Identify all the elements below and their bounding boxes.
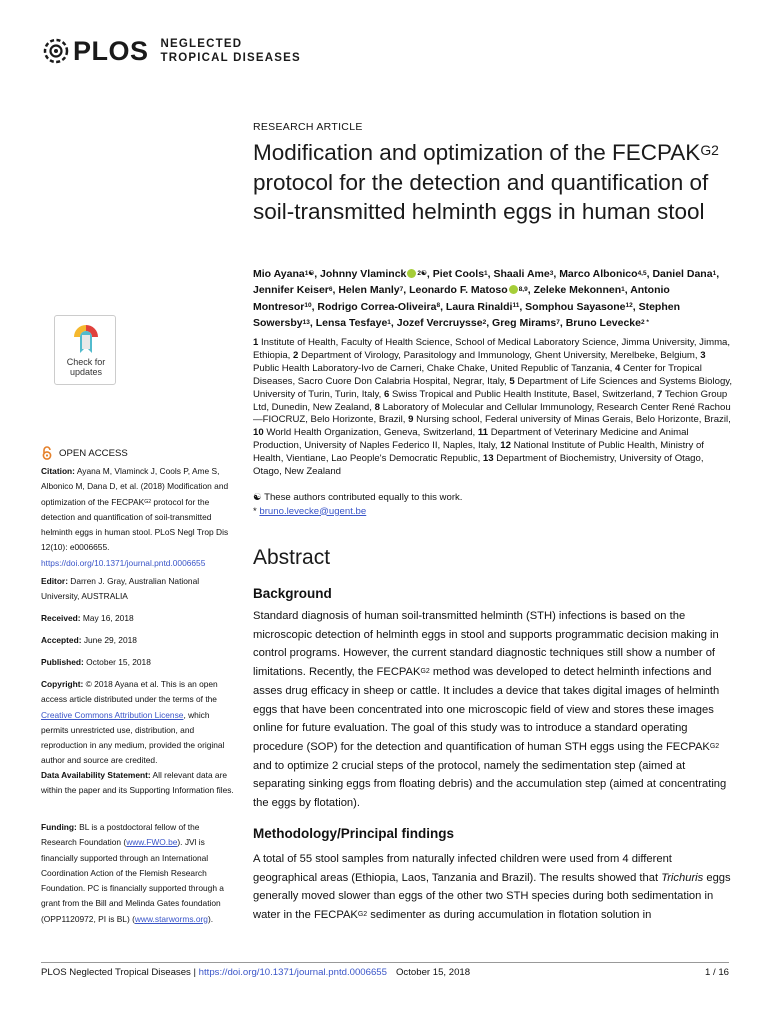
published-label: Published: <box>41 657 84 667</box>
journal-name-line2: TROPICAL DISEASES <box>160 52 301 64</box>
plos-logo-icon <box>41 36 71 66</box>
author <box>566 317 649 329</box>
copyright-text-1: © 2018 Ayana et al. This is an open access article distributed under the terms of the <box>41 679 218 705</box>
methodology-italic: Trichuris <box>661 871 704 884</box>
received-block <box>41 611 237 626</box>
journal-name-line1: NEGLECTED <box>160 38 243 50</box>
affiliation-number: 13 <box>482 453 494 465</box>
affiliation-text: Swiss Tropical and Public Health Institute, Basel, Switzerland, <box>392 388 655 400</box>
abstract-heading: Abstract <box>253 546 331 569</box>
citation-block <box>41 464 237 571</box>
affiliation-text: Department of Veterinary Medicine and Animal Production, University of Naples Federico II, Naples, Italy, <box>253 427 689 452</box>
methodology-text-1: A total of 55 stool samples from naturally infected children were used from 4 different geographical areas (Ethiopia, Laos, Tanzania and Brazil). The results showed that <box>253 853 672 884</box>
affiliation-number: 4 <box>614 362 621 374</box>
affiliation-text: Center for Tropical Diseases, Sacro Cuore Don Calabria Hospital, Negrar, Italy, <box>253 362 702 387</box>
affiliation-text: Laboratory of Molecular and Cellular Immunology, Research Center René Rachou—FIOCRUZ, Belo Horizonte, Brazil, <box>253 401 731 426</box>
methodology-text-3: sedimenter as during accumulation in flotation solution in <box>367 909 652 922</box>
affiliation-number: 9 <box>408 414 414 426</box>
author <box>397 317 492 329</box>
corresponding-author-note <box>253 505 733 519</box>
background-sup-2: G2 <box>709 742 720 750</box>
logo-wordmark: PLOS <box>73 35 149 66</box>
author <box>525 301 638 313</box>
affiliation-list <box>253 337 733 479</box>
author-separator: , <box>309 316 316 329</box>
author-notes <box>253 491 733 518</box>
license-link[interactable]: Creative Commons Attribution License <box>41 709 184 720</box>
author-affiliation-sup: 11 <box>512 302 520 310</box>
author-affiliation-sup: 1 <box>712 269 717 277</box>
footer-info <box>41 967 470 978</box>
author <box>317 301 446 313</box>
orcid-icon[interactable] <box>407 269 416 278</box>
funding-block <box>41 820 237 927</box>
author-separator: , <box>426 268 433 280</box>
page-number: 1 / 16 <box>704 967 729 978</box>
affiliation-text: Nursing school, Federal university of Minas Gerais, Belo Horizonte, Brazil, <box>416 414 731 426</box>
author-name: Bruno Levecke <box>565 316 641 329</box>
copyright-text-2: , which permits unrestricted use, distribution, and reproduction in any medium, provided the original author and source are credited. <box>41 709 225 766</box>
badge-label-line2: updates <box>69 367 103 377</box>
affiliation-number: 11 <box>477 427 489 439</box>
author-separator: , <box>632 300 639 313</box>
affiliation-number: 10 <box>253 427 264 439</box>
author-affiliation-sup: 12 <box>625 302 633 310</box>
funding-text-3: ). <box>207 913 214 924</box>
affiliation-number: 1 <box>253 337 259 348</box>
author-name: Shaali Ame <box>493 268 550 280</box>
author-separator: , <box>314 268 321 280</box>
journal-name <box>161 37 301 65</box>
author <box>320 268 433 280</box>
plos-logo <box>41 35 301 67</box>
article-type: RESEARCH ARTICLE <box>253 121 363 133</box>
author-affiliation-sup: 7 <box>556 318 560 326</box>
author <box>534 284 631 296</box>
author-separator: , <box>487 268 494 280</box>
background-heading: Background <box>253 586 332 601</box>
affiliation-number: 6 <box>383 388 390 400</box>
accepted-date: June 29, 2018 <box>81 635 137 645</box>
author-affiliation-sup: 1 <box>621 286 625 294</box>
author-name: Laura Rinaldi <box>445 300 513 313</box>
author-name: Somphou Sayasone <box>525 300 626 313</box>
author <box>652 268 719 280</box>
methodology-sup: G2 <box>357 910 368 918</box>
data-availability-label: Data Availability Statement: <box>41 770 151 780</box>
affiliation-number: 8 <box>374 401 380 413</box>
author-name: Helen Manly <box>338 284 400 297</box>
author-name: Piet Cools <box>432 268 485 280</box>
footer-journal: PLOS Neglected Tropical Diseases | <box>41 967 199 978</box>
funding-label: Funding: <box>41 822 77 832</box>
affiliation-number: 12 <box>500 440 511 452</box>
received-label: Received: <box>41 613 81 623</box>
affiliation-text: World Health Organization, Geneva, Switzerland, <box>266 427 476 439</box>
author-name: Rodrigo Correa-Oliveira <box>317 300 437 313</box>
affiliation-text: Department of Life Sciences and Systems Biology, University of Turin, Turin, Italy, <box>253 375 733 400</box>
published-block <box>41 655 237 670</box>
methodology-heading: Methodology/Principal findings <box>253 826 454 841</box>
affiliation-number: 2 <box>293 349 299 361</box>
author-name: Greg Mirams <box>492 316 557 329</box>
author <box>338 284 409 296</box>
crossmark-icon <box>72 323 100 355</box>
author-affiliation-sup: 3 <box>549 269 554 277</box>
author <box>409 284 533 296</box>
author <box>494 268 560 280</box>
affiliation <box>384 389 657 400</box>
author-separator: , <box>716 268 720 280</box>
author-name: Daniel Dana <box>652 268 713 280</box>
author <box>433 268 494 280</box>
background-text-1: Standard diagnosis of human soil-transmitted helminth (STH) infections is based on the microscopic detection of helminth eggs in stool and supports programmatic decision making in control programs. However, the current standard diagnostic techniques still show a number of limitations. Recently, the FECPAK <box>253 610 719 679</box>
title-part2: protocol for the detection and quantification of soil-transmitted helminth eggs in human stool <box>253 169 709 224</box>
accepted-label: Accepted: <box>41 635 82 645</box>
author-separator: , <box>332 284 339 297</box>
background-text-2: method was developed to detect helminth infections and asses drug efficacy in sheep or cattle. It includes a device that takes digital images of helminth eggs that have been concentrated into one microscopic field of view and stores these images online for future evaluation. The goal of this study was to introduce a standard operating procedure (SOP) for the detection and quantification of human STH eggs using the FECPAK <box>253 666 720 753</box>
badge-label-line1: Check for <box>66 357 106 367</box>
check-for-updates-badge[interactable] <box>54 315 116 385</box>
footer-date: October 15, 2018 <box>395 967 471 978</box>
affiliation-text: Department of Virology, Parasitology and Immunology, Ghent University, Merelbeke, Belgium, <box>301 349 698 361</box>
title-superscript: G2 <box>700 142 719 159</box>
funding-text-2: ). JVl is financially supported through an International Coordination Action of the Flemish Research Foundation. PC is financially supported through a grant from the Bill and Melinda Gates foundation (OPP1120972, PI is BL) ( <box>41 837 224 924</box>
background-text-3: and to optimize 2 crucial steps of the protocol, namely the sedimentation step (aimed at separating sinking eggs from floating debris) and the accumulation step (aimed at concentrating the eggs by flotation). <box>253 759 727 810</box>
author-name: Jozef Vercruysse <box>396 316 483 329</box>
funding-text-1: BL is a postdoctoral fellow of the Research Foundation ( <box>41 822 200 848</box>
corresponding-email-link[interactable]: bruno.levecke@ugent.be <box>259 505 367 517</box>
background-sup-1: G2 <box>420 667 430 675</box>
open-lock-icon <box>41 446 53 460</box>
author-affiliation-sup: 1 <box>387 318 391 326</box>
affiliation-number: 3 <box>700 349 706 361</box>
author-separator: , <box>390 316 397 329</box>
author-separator: , <box>486 316 493 329</box>
editor-block <box>41 574 237 605</box>
author-name: Leonardo F. Matoso <box>409 284 508 297</box>
author-affiliation-sup: 4,5 <box>637 269 647 277</box>
received-date: May 16, 2018 <box>80 613 134 623</box>
author-affiliation-sup: 2 * <box>640 318 649 326</box>
author <box>446 301 525 313</box>
citation-sup: G2 <box>144 498 152 505</box>
affiliation-text: National Institute of Public Health, Ministry of Health, Vientiane, Lao People's Democratic Republic, <box>253 440 704 465</box>
affiliation-text: Department of Biochemistry, University of Otago, Otago, New Zealand <box>253 453 704 478</box>
open-access-text: OPEN ACCESS <box>59 447 128 459</box>
author-affiliation-sup: 13 <box>302 318 310 326</box>
author-list <box>253 266 733 331</box>
author-separator: , <box>527 284 534 297</box>
author-affiliation-sup: 6 <box>328 286 333 294</box>
author-name: Mio Ayana <box>253 268 305 280</box>
author-name: Stephen Sowersby <box>253 300 681 329</box>
corresponding-marker: * <box>253 505 260 517</box>
editor-label: Editor: <box>41 576 68 586</box>
author <box>492 317 566 329</box>
author <box>559 268 652 280</box>
author <box>253 284 338 296</box>
footer-doi-link[interactable]: https://doi.org/10.1371/journal.pntd.0006655 <box>198 967 387 978</box>
author-affiliation-sup: 2 <box>482 318 487 326</box>
affiliation <box>293 350 700 361</box>
citation-text-2: protocol for the detection and quantification of soil-transmitted helminth eggs in human stool. PLoS Negl Trop Dis 12(10): e0006655. <box>41 496 229 553</box>
author-separator: , <box>624 284 631 297</box>
affiliation-text: Institute of Health, Faculty of Health Science, School of Medical Laboratory Science, Jimma University, Jimma, Ethiopia, <box>253 337 731 361</box>
methodology-paragraph <box>253 850 731 925</box>
author-name: Zeleke Mekonnen <box>533 284 622 297</box>
citation-doi-link[interactable]: https://doi.org/10.1371/journal.pntd.0006655 <box>41 557 206 568</box>
citation-label: Citation: <box>41 466 75 476</box>
copyright-block <box>41 677 237 769</box>
affiliation-text: Techion Group Ltd, Dunedin, New Zealand, <box>253 388 728 413</box>
author-separator: , <box>559 316 566 329</box>
badge-label <box>55 357 117 377</box>
title-part1: Modification and optimization of the FECPAK <box>253 140 701 165</box>
author-name: Lensa Tesfaye <box>315 316 388 329</box>
methodology-text-2: eggs generally moved slower than eggs of the other two STH species during both sedimentation in water in the FECPAK <box>253 871 731 922</box>
equal-contribution-note: ☯ These authors contributed equally to this work. <box>253 492 463 503</box>
author-name: Johnny Vlaminck <box>320 268 407 280</box>
footer-divider <box>41 962 729 963</box>
article-title <box>253 138 723 227</box>
author-separator: , <box>311 300 318 313</box>
data-availability-text: All relevant data are within the paper and its Supporting Information files. <box>41 770 234 796</box>
orcid-icon[interactable] <box>509 285 518 294</box>
author-name: Jennifer Keiser <box>253 284 329 297</box>
author-affiliation-sup: 8,9 <box>518 286 528 294</box>
affiliation-number: 7 <box>657 388 663 400</box>
citation-text-1: Ayana M, Vlaminck J, Cools P, Ame S, Albonico M, Dana D, et al. (2018) Modification and optimization of the FECPAK <box>41 466 229 507</box>
background-paragraph <box>253 607 731 813</box>
author-name: Antonio Montresor <box>253 284 670 313</box>
author-affiliation-sup: 1☯ <box>304 269 315 277</box>
affiliation <box>408 414 731 425</box>
starworms-link[interactable]: www.starworms.org <box>134 913 208 924</box>
author-separator: , <box>553 268 560 280</box>
author-affiliation-sup: 2☯ <box>417 269 427 277</box>
accepted-block <box>41 633 237 648</box>
author-affiliation-sup: 10 <box>304 302 312 310</box>
author-affiliation-sup: 7 <box>399 286 404 294</box>
affiliation <box>253 427 478 438</box>
open-access-label <box>41 446 128 460</box>
author-name: Marco Albonico <box>559 268 638 280</box>
affiliation-number: 5 <box>509 375 515 387</box>
copyright-label: Copyright: <box>41 679 84 689</box>
author <box>253 268 320 280</box>
author-affiliation-sup: 8 <box>436 302 441 310</box>
affiliation-text: Public Health Laboratory-Ivo de Carneri, Chake Chake, United Republic of Tanzania, <box>253 362 613 374</box>
author-separator: , <box>646 268 653 280</box>
author-separator: , <box>440 300 446 313</box>
author-affiliation-sup: 1 <box>484 269 488 277</box>
editor-text: Darren J. Gray, Australian National University, AUSTRALIA <box>41 576 200 602</box>
author <box>316 317 397 329</box>
fwo-link[interactable]: www.FWO.be <box>126 837 178 848</box>
published-date: October 15, 2018 <box>83 657 151 667</box>
author-separator: , <box>519 300 526 313</box>
author-separator: , <box>403 284 410 297</box>
data-availability-block <box>41 768 237 799</box>
